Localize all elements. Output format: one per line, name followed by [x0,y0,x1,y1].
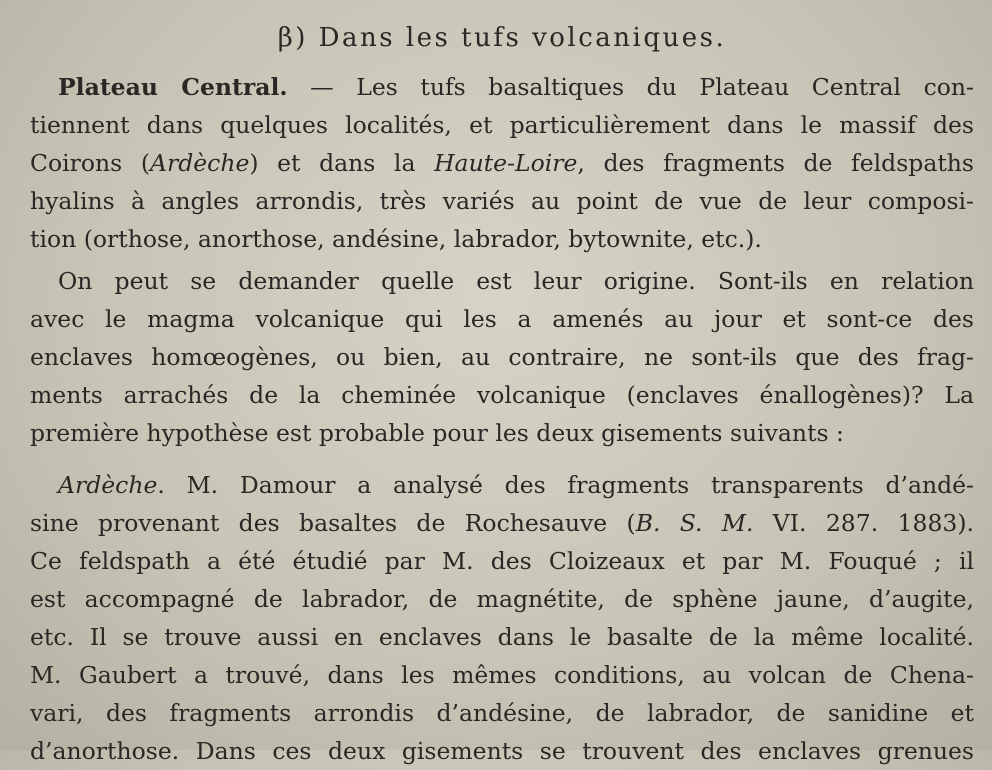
place-name: Ardèche [150,149,250,177]
text-line: vari, des fragments arrondis d’andésine, de labrador, de sanidine et [30,699,974,727]
text-line [30,504,974,542]
text-line: etc. Il se trouve aussi en enclaves dans le basalte de la même localité. [30,623,974,651]
paragraph-ardeche [30,466,974,770]
citation: B. S. M. [635,509,754,537]
paragraph-lead: Plateau Central. [58,73,288,101]
text-segment: . M. Damour a analysé des fragments transparents d’andé- [157,471,974,499]
text-line: ments arrachés de la cheminée volcanique (enclaves énallogènes)? La [30,381,974,409]
text-line: enclaves homœogènes, ou bien, au contraire, ne sont-ils que des frag- [30,343,974,371]
text-line: On peut se demander quelle est leur origine. Sont-ils en relation [58,267,974,295]
text-line: M. Gaubert a trouvé, dans les mêmes conditions, au volcan de Chena- [30,661,974,689]
text-line: tion (orthose, anorthose, andésine, labrador, bytownite, etc.). [30,225,762,253]
text-segment: , des fragments de feldspaths [577,149,974,177]
paragraph-plateau-central [30,68,974,258]
text-segment: Coirons ( [30,149,150,177]
paragraph-lead: Ardèche [58,471,158,499]
text-line: hyalins à angles arrondis, très variés au point de vue de leur composi- [30,187,974,215]
text-segment: sine provenant des basaltes de Rochesauve ( [30,509,636,537]
text-line: d’anorthose. Dans ces deux gisements se trouvent des enclaves grenues [30,737,974,765]
paragraph-origin [30,262,974,452]
section-heading: β) Dans les tufs volcaniques. [277,23,727,53]
text-line: première hypothèse est probable pour les deux gisements suivants : [30,419,844,447]
text-line: est accompagné de labrador, de magnétite, de sphène jaune, d’augite, [30,585,974,613]
text-segment: ) et dans la [249,149,435,177]
place-name: Haute-Loire [434,149,578,177]
text-line [30,144,974,182]
text-line [30,466,974,504]
text-line: Ce feldspath a été étudié par M. des Cloizeaux et par M. Fouqué ; il [30,547,974,575]
text-line [30,68,974,106]
text-line: tiennent dans quelques localités, et particulièrement dans le massif des [30,111,974,139]
paragraph-spacer [30,452,974,466]
text-segment: VI. 287. 1883). [753,509,974,537]
text-line: avec le magma volcanique qui les a amenés au jour et sont-ce des [30,305,974,333]
text-segment: — Les tufs basaltiques du Plateau Central con- [287,73,974,101]
